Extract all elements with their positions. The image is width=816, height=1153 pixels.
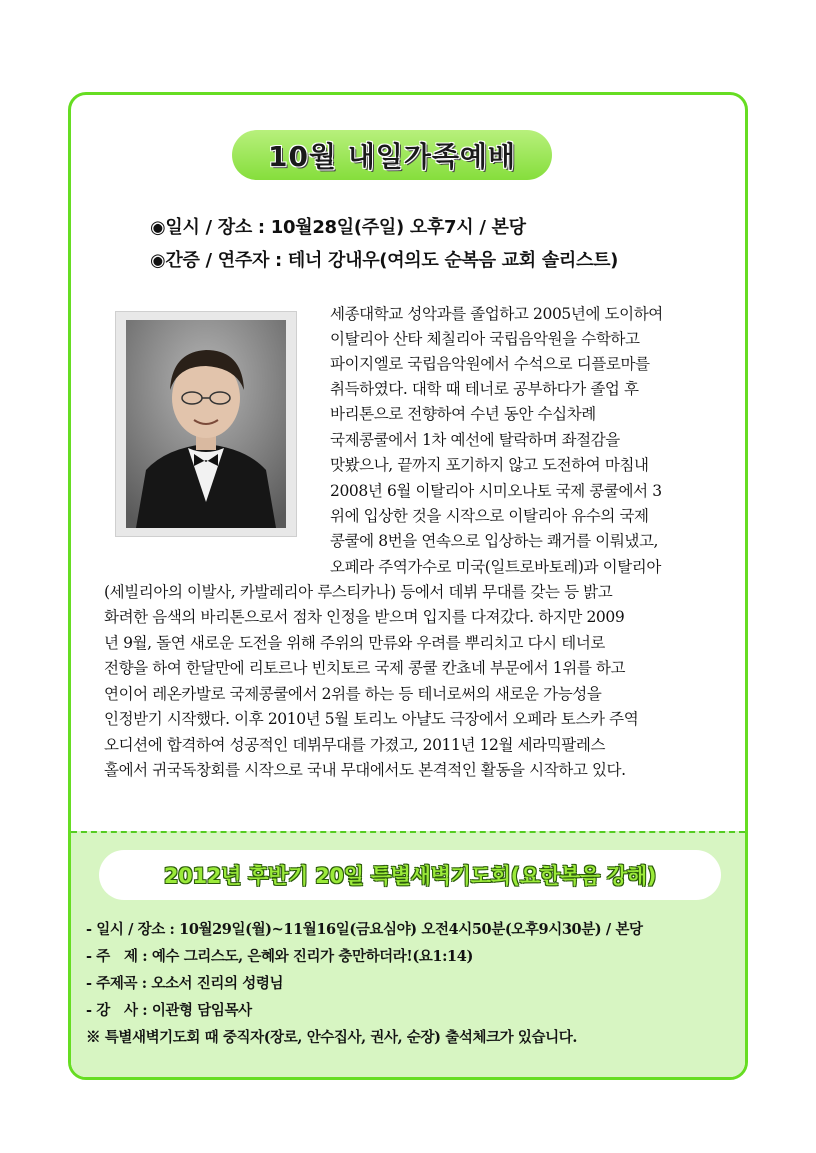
schedule-line: ◉일시 / 장소 : 10월28일(주일) 오후7시 / 본당 xyxy=(150,217,526,238)
bio-line: 위에 입상한 것을 시작으로 이탈리아 유수의 국제 xyxy=(330,507,649,525)
bio-line: 년 9월, 돌연 새로운 도전을 위해 주위의 만류와 우려를 뿌리치고 다시 테너로 xyxy=(104,634,605,652)
detail-notice: ※ 특별새벽기도회 때 중직자(장로, 안수집사, 권사, 순장) 출석체크가 있습니다. xyxy=(86,1029,578,1046)
bio-line: 전향을 하여 한달만에 리토르나 빈치토르 국제 콩쿨 칸쵸네 부문에서 1위를 하고 xyxy=(104,659,626,677)
performer-photo xyxy=(115,311,297,537)
special-prayer-title: 2012년 후반기 20일 특별새벽기도회(요한복음 강해) xyxy=(163,864,657,888)
detail-theme: - 주 제 : 예수 그리스도, 은혜와 진리가 충만하더라!(요1:14) xyxy=(86,948,473,965)
bio-line: 연이어 레온카발로 국제콩쿨에서 2위를 하는 등 테너로써의 새로운 가능성을 xyxy=(104,685,602,703)
detail-speaker: - 강 사 : 이관형 담임목사 xyxy=(86,1002,252,1019)
bio-line: 바리톤으로 전향하여 수년 동안 수십차례 xyxy=(330,405,596,423)
special-prayer-banner xyxy=(99,850,721,900)
detail-schedule: - 일시 / 장소 : 10월29일(월)~11월16일(금요심야) 오전4시50분(오후9시30분) / 본당 xyxy=(86,921,643,938)
bio-line: 국제콩쿨에서 1차 예선에 탈락하며 좌절감을 xyxy=(330,431,620,449)
bio-line: 이탈리아 산타 체칠리아 국립음악원을 수학하고 xyxy=(330,330,640,348)
bio-line: 파이지엘로 국립음악원에서 수석으로 디플로마를 xyxy=(330,355,650,373)
bio-line: 인정받기 시작했다. 이후 2010년 5월 토리노 아냘도 극장에서 오페라 토스카 주역 xyxy=(104,710,639,728)
tenor-portrait-image xyxy=(126,320,286,528)
bio-line: 오디션에 합격하여 성공적인 데뷔무대를 가졌고, 2011년 12월 세라믹팔레스 xyxy=(104,736,606,754)
bio-line: 화려한 음색의 바리톤으로서 점차 인정을 받으며 입지를 다져갔다. 하지만 2009 xyxy=(104,608,625,626)
bio-line: 취득하였다. 대학 때 테너로 공부하다가 졸업 후 xyxy=(330,380,639,398)
bio-line: 2008년 6월 이탈리아 시미오나토 국제 콩쿨에서 3 xyxy=(330,482,662,500)
bio-line: 오페라 주역가수로 미국(일트로바토레)과 이탈리아 xyxy=(330,558,661,576)
worship-title: 10월 내일가족예배 xyxy=(267,140,517,173)
detail-hymn: - 주제곡 : 오소서 진리의 성령님 xyxy=(86,975,284,992)
performer-line: ◉간증 / 연주자 : 테너 강내우(여의도 순복음 교회 솔리스트) xyxy=(150,250,619,271)
bio-line: 홀에서 귀국독창회를 시작으로 국내 무대에서도 본격적인 활동을 시작하고 있다. xyxy=(104,761,626,779)
bio-line: 세종대학교 성악과를 졸업하고 2005년에 도이하여 xyxy=(330,305,663,323)
bio-line: (세빌리아의 이발사, 카발레리아 루스티카나) 등에서 데뷔 무대를 갖는 등 밝고 xyxy=(104,583,613,601)
bio-line: 콩쿨에 8번을 연속으로 입상하는 쾌거를 이뤄냈고, xyxy=(330,532,659,550)
worship-title-banner xyxy=(232,130,552,180)
bio-line: 맛봤으나, 끝까지 포기하지 않고 도전하여 마침내 xyxy=(330,456,649,474)
